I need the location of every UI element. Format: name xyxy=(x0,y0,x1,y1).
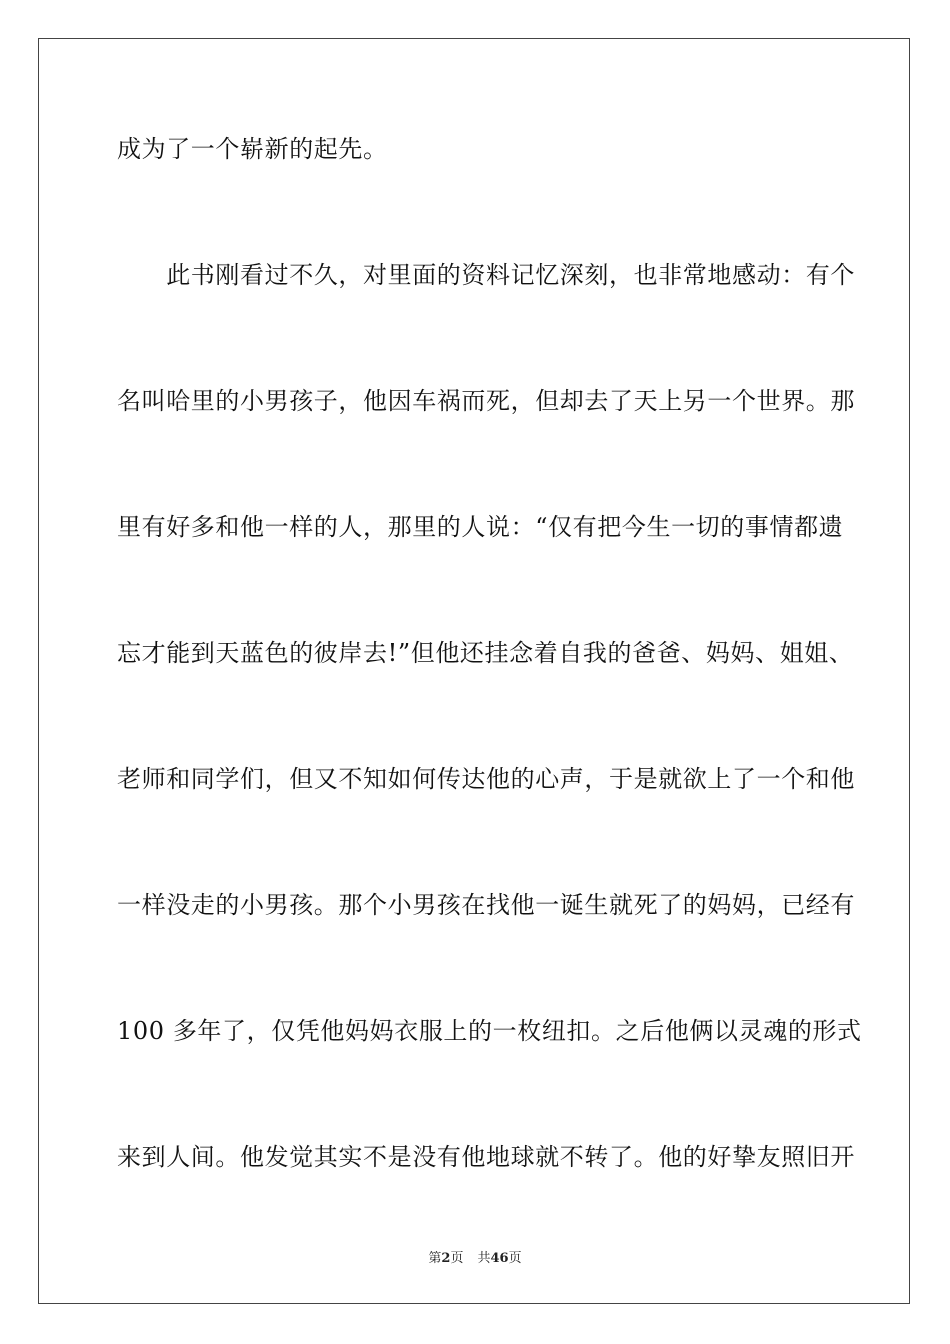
total-prefix: 共 xyxy=(477,1251,491,1266)
text-line-5: 忘才能到天蓝色的彼岸去!”但他还挂念着自我的爸爸、妈妈、姐姐、 xyxy=(117,639,854,667)
text-line-1: 成为了一个崭新的起先。 xyxy=(117,135,388,163)
text-line-4: 里有好多和他一样的人，那里的人说：“仅有把今生一切的事情都遗 xyxy=(117,513,844,541)
text-line-2: 此书刚看过不久，对里面的资料记忆深刻，也非常地感动：有个 xyxy=(117,261,855,289)
text-line-7: 一样没走的小男孩。那个小男孩在找他一诞生就死了的妈妈，已经有 xyxy=(117,891,855,919)
page-footer xyxy=(0,1247,950,1266)
text-line-6: 老师和同学们，但又不知如何传达他的心声，于是就欲上了一个和他 xyxy=(117,765,855,793)
text-line-8: 100 多年了，仅凭他妈妈衣服上的一枚纽扣。之后他俩以灵魂的形式 xyxy=(117,1017,862,1045)
text-line-9: 来到人间。他发觉其实不是没有他地球就不转了。他的好挚友照旧开 xyxy=(117,1143,855,1171)
text-line-3: 名叫哈里的小男孩子，他因车祸而死，但却去了天上另一个世界。那 xyxy=(117,387,855,415)
total-suffix: 页 xyxy=(508,1251,522,1266)
page-number: 2 xyxy=(441,1251,451,1266)
total-pages: 46 xyxy=(490,1251,509,1266)
page-suffix: 页 xyxy=(450,1251,464,1266)
page-prefix: 第 xyxy=(428,1251,442,1266)
